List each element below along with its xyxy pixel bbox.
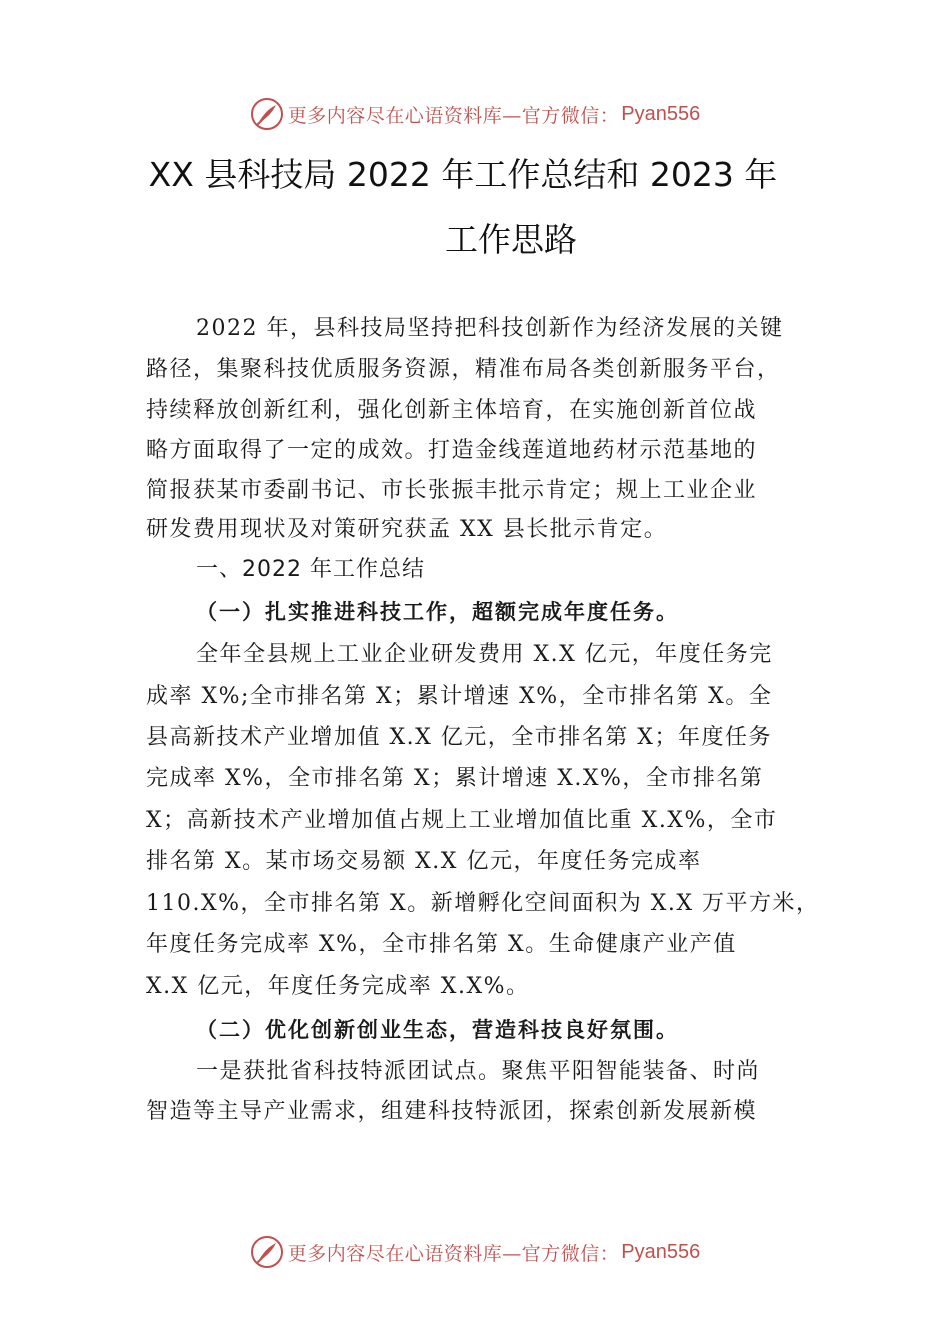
banner-text: 更多内容尽在心语资料库—官方微信：	[287, 1242, 620, 1265]
paragraph-line: 智造等主导产业需求，组建科技特派团，探索创新发展新模	[146, 1099, 758, 1124]
subsection-heading: （二）优化创新创业生态，营造科技良好氛围。	[196, 1017, 679, 1042]
header-banner	[0, 92, 950, 136]
paragraph-line: 路径，集聚科技优质服务资源，精准布局各类创新服务平台，	[146, 357, 781, 382]
paragraph-line: 完成率 X%，全市排名第 X；累计增速 X.X%，全市排名第	[146, 766, 764, 791]
wechat-handle: Pyan556	[621, 1240, 701, 1263]
paragraph-line: 一是获批省科技特派团试点。聚焦平阳智能装备、时尚	[196, 1059, 761, 1084]
quill-logo-icon	[250, 1235, 284, 1269]
paragraph-line: 110.X%，全市排名第 X。新增孵化空间面积为 X.X 万平方米，	[146, 891, 820, 916]
quill-logo-icon	[250, 97, 284, 131]
paragraph-line: X；高新技术产业增加值占规上工业增加值比重 X.X%，全市	[146, 808, 778, 833]
paragraph-line: 县高新技术产业增加值 X.X 亿元，全市排名第 X；年度任务	[146, 725, 772, 750]
banner-text: 更多内容尽在心语资料库—官方微信：	[287, 104, 620, 127]
paragraph-line: 持续释放创新红利，强化创新主体培育，在实施创新首位战	[146, 398, 758, 423]
paragraph-line: 全年全县规上工业企业研发费用 X.X 亿元，年度任务完	[196, 642, 773, 667]
subsection-heading: （一）扎实推进科技工作，超额完成年度任务。	[196, 599, 679, 624]
paragraph-line: 略方面取得了一定的成效。打造金线莲道地药材示范基地的	[146, 438, 758, 463]
paragraph-line: X.X 亿元，年度任务完成率 X.X%。	[146, 974, 530, 999]
paragraph-line: 2022 年，县科技局坚持把科技创新作为经济发展的关键	[196, 316, 784, 341]
wechat-handle: Pyan556	[621, 102, 701, 125]
paragraph-line: 简报获某市委副书记、市长张振丰批示肯定；规上工业企业	[146, 478, 758, 503]
paragraph-line: 研发费用现状及对策研究获孟 XX 县长批示肯定。	[146, 517, 668, 542]
document-title-line-1: XX 县科技局 2022 年工作总结和 2023 年	[148, 155, 778, 194]
paragraph-line: 年度任务完成率 X%，全市排名第 X。生命健康产业产值	[146, 932, 737, 957]
paragraph-line: 成率 X%;全市排名第 X；累计增速 X%，全市排名第 X。全	[146, 684, 773, 709]
document-title-line-2: 工作思路	[445, 220, 577, 259]
paragraph-line: 排名第 X。某市场交易额 X.X 亿元，年度任务完成率	[146, 849, 702, 874]
footer-banner	[0, 1230, 950, 1274]
section-heading: 一、2022 年工作总结	[196, 557, 425, 582]
